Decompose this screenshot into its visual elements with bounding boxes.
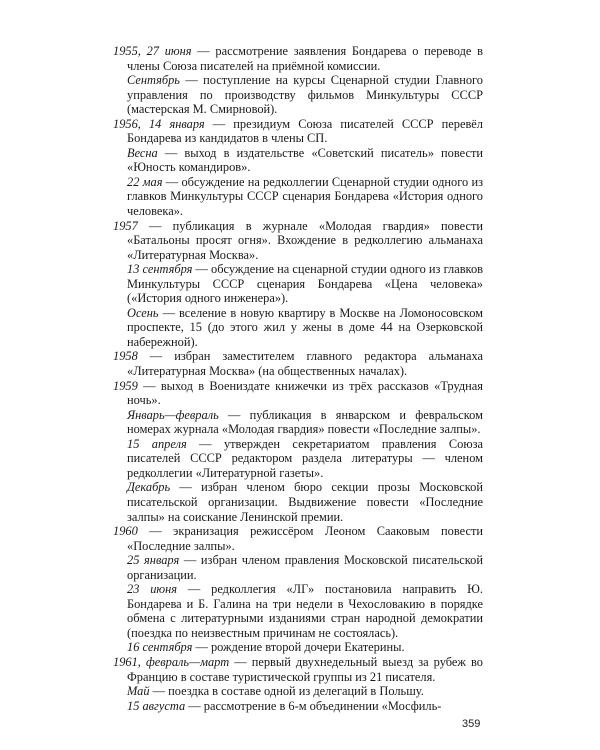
entry-date: 15 августа	[127, 698, 186, 713]
chronology-entry	[113, 582, 483, 640]
entry-text: — обсуждение на сценарной студии одного из главков Минкультуры СССР сценария Бондарева «Цена человека» («История одного инженера»).	[127, 262, 483, 306]
entry-date: 13 сентября	[127, 262, 193, 277]
entry-date: 1956, 14 января	[113, 116, 205, 131]
entry-date: Январь—февраль	[127, 407, 219, 422]
chronology-text	[113, 44, 483, 713]
entry-text: — обсуждение на редколлегии Сценарной студии одного из главков Минкультуры СССР сценария Бондарева «История одного человека».	[127, 174, 483, 219]
chronology-entry	[113, 437, 483, 481]
entry-text: — избран заместителем главного редактора альманаха «Литературная Москва» (на общественных началах).	[127, 349, 483, 379]
chronology-entry	[113, 480, 483, 524]
entry-text: — избран членом бюро секции прозы Московской писательской организации. Выдвижение повести «Последние залпы» на соискание Ленинской премии.	[127, 480, 483, 524]
entry-date: 23 июня	[127, 582, 178, 597]
chronology-entry-year	[113, 219, 483, 263]
entry-date: 16 сентября	[127, 640, 193, 655]
page-number: 359	[462, 718, 481, 730]
entry-date: 22 мая	[127, 174, 163, 189]
chronology-entry	[113, 553, 483, 582]
chronology-entry	[113, 146, 483, 175]
entry-date: 1957	[113, 218, 138, 233]
entry-date: 1961, февраль—март	[113, 654, 230, 669]
entry-text: — первый двухнедельный выезд за рубеж во Францию в составе туристической группы из 21 писателя.	[127, 654, 483, 684]
entry-text: — рассмотрение заявления Бондарева о переводе в члены Союза писателей на приёмной комиссии.	[127, 44, 483, 73]
entry-date: 1959	[113, 378, 138, 393]
chronology-entry-year	[113, 117, 483, 146]
chronology-entry-year	[113, 379, 483, 408]
chronology-entry	[113, 306, 483, 350]
chronology-entry	[113, 262, 483, 306]
entry-date: Весна	[127, 145, 158, 160]
entry-date: Сентябрь	[127, 73, 180, 88]
entry-date: Осень	[127, 305, 159, 320]
entry-text: — президиум Союза писателей СССР перевёл Бондарева из кандидатов в члены СП.	[127, 116, 483, 146]
entry-date: Май	[127, 684, 150, 699]
chronology-entry	[113, 73, 483, 117]
entry-text: — редколлегия «ЛГ» постановила направить Ю. Бондарева и Б. Галина на три недели в Чехословакию в порядке обмена с литературными изданиями стран народной демократии (поездка по неизвестным причинам не состоялась).	[127, 582, 483, 640]
entry-text: — поступление на курсы Сценарной студии Главного управления по производству фильмов Минкультуры СССР (мастерская М. Смирновой).	[127, 73, 483, 117]
entry-date: 1958	[113, 349, 138, 364]
entry-text: — вселение в новую квартиру в Москве на Ломоносовском проспекте, 15 (до этого жил у жены в доме 44 на Озерковской набережной).	[127, 305, 483, 349]
entry-text: — избран членом правления Московской писательской организации.	[127, 553, 483, 582]
chronology-entry	[113, 408, 483, 437]
entry-date: 15 апреля	[127, 436, 187, 451]
chronology-entry	[113, 684, 483, 699]
entry-text: — поездка в составе одной из делегаций в Польшу.	[149, 684, 424, 699]
entry-text: — публикация в журнале «Молодая гвардия» повести «Батальоны просят огня». Вхождение в редколлегию альманаха «Литературная Москва».	[127, 218, 483, 262]
chronology-entry-year	[113, 524, 483, 553]
entry-text: — утвержден секретариатом правления Союза писателей СССР редактором раздела литературы — членом редколлегии «Литературной газеты».	[127, 436, 483, 480]
chronology-entry	[113, 699, 483, 714]
entry-text: — выход в издательстве «Советский писатель» повести «Юность командиров».	[127, 145, 483, 175]
entry-text: — публикация в январском и февральском номерах журнала «Молодая гвардия» повести «Последние залпы».	[127, 407, 483, 437]
entry-date: 1960	[113, 524, 138, 539]
entry-text: — рождение второй дочери Екатерины.	[192, 640, 405, 655]
chronology-entry-year	[113, 349, 483, 378]
chronology-entry	[113, 640, 483, 655]
chronology-entry	[113, 175, 483, 219]
entry-date: 1955, 27 июня	[113, 44, 192, 58]
entry-text: — рассмотрение в 6-м объединении «Мосфиль-	[185, 698, 442, 713]
chronology-entry-year	[113, 44, 483, 73]
entry-text: — экранизация режиссёром Леоном Сааковым повести «Последние залпы».	[127, 524, 483, 553]
entry-date: Декабрь	[127, 480, 171, 495]
chronology-entry-year	[113, 655, 483, 684]
entry-date: 25 января	[127, 553, 180, 568]
entry-text: — выход в Воениздате книжечки из трёх рассказов «Трудная ночь».	[127, 378, 483, 408]
